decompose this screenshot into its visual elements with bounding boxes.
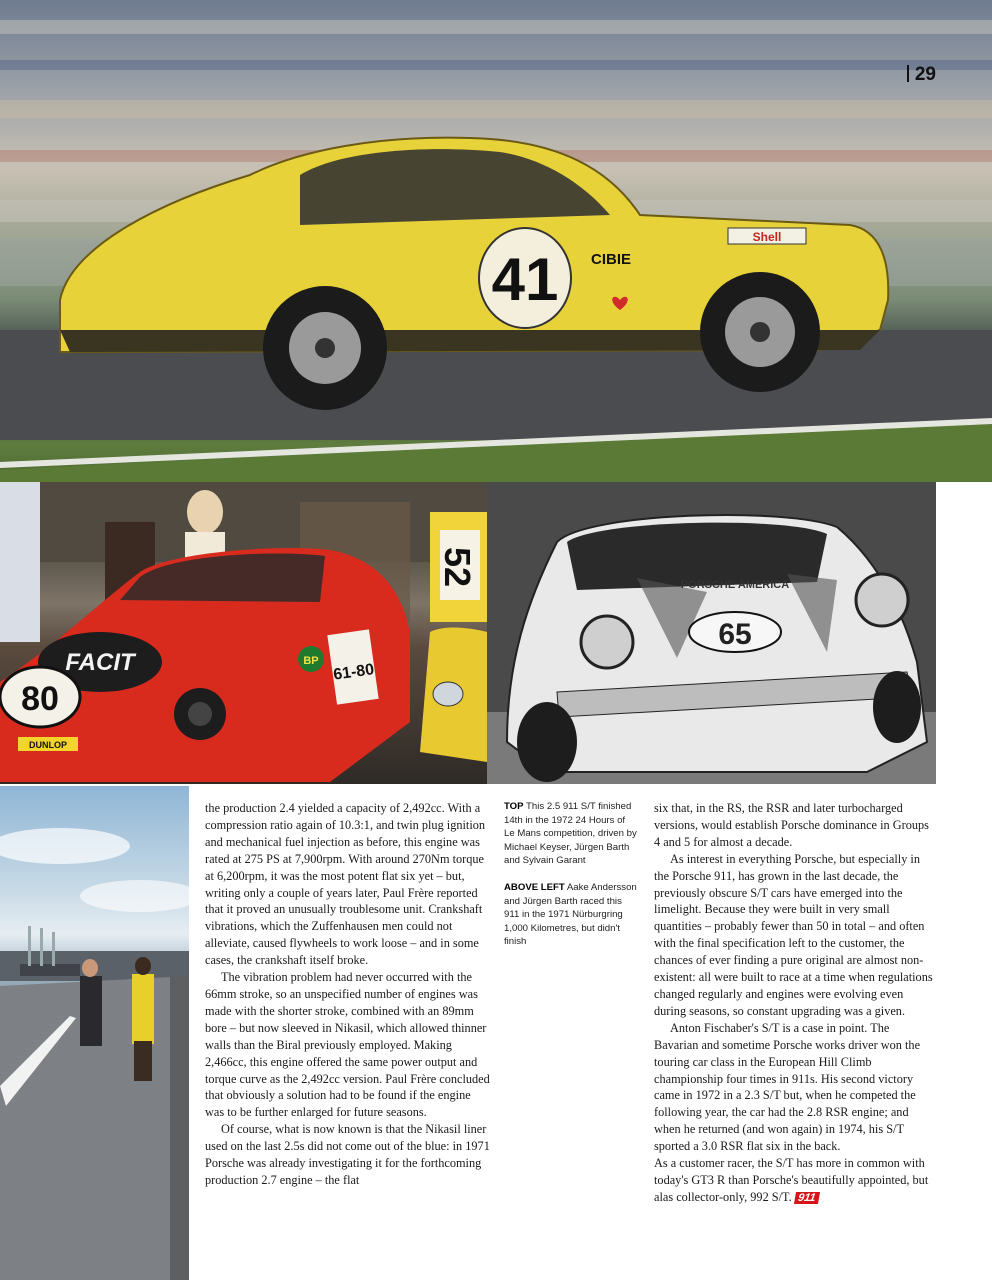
caption-top bbox=[504, 800, 638, 868]
caption-label: ABOVE LEFT bbox=[504, 881, 565, 893]
paragraph-final bbox=[654, 1155, 934, 1206]
caption-label: TOP bbox=[504, 801, 524, 812]
end-mark-911-logo: 911 bbox=[794, 1192, 820, 1204]
paragraph: six that, in the RS, the RSR and later turbocharged versions, would establish Porsche dominance in Groups 4 and 5 for almost a decade. bbox=[654, 801, 929, 849]
caption-text: This 2.5 911 S/T finished 14th in the 1972 24 Hours of Le Mans competition, driven by Michael Keyser, Jürgen Barth and Sylvain Garant bbox=[504, 801, 637, 867]
white-car-number: 65 bbox=[718, 618, 752, 651]
photo-top-yellow-911 bbox=[0, 0, 992, 482]
above-left-photo-illustration bbox=[0, 482, 487, 784]
paragraph: Of course, what is now known is that the Nikasil liner used on the last 2.5s did not come out of the blue: in 1971 Porsche was already investigating it for the forthcoming production 2.7 engine – the flat bbox=[205, 1122, 490, 1187]
above-right-photo-illustration bbox=[487, 482, 936, 784]
article-column-3 bbox=[654, 800, 934, 1206]
side-number: 61-80 bbox=[332, 661, 376, 684]
paragraph: Anton Fischaber's S/T is a case in point. The Bavarian and sometime Porsche works driver won the touring car class in the European Hill Climb championship four times in 911s. His second victory came in 1972 in a 2.3 S/T but, when he competed the following year, the car had the 2.8 RSR engine; and when he returned (and won again) in 1974, his S/T sported a 3.0 RSR flat six in the back. bbox=[654, 1020, 921, 1154]
photo-captions bbox=[504, 800, 638, 962]
hood-text: PORSCHE AMERICA bbox=[680, 579, 790, 591]
caption-text: Aake Andersson and Jürgen Barth raced this 911 in the 1971 Nürburgring 1,000 Kilometres, but didn't finish bbox=[504, 881, 637, 948]
paragraph: the production 2.4 yielded a capacity of 2,492cc. With a compression ratio again of 10.3:1, and twin plug ignition and mechanical fuel injection as before, this engine was rated at 275 PS at 7,900rpm. With around 270Nm torque at 6,200rpm, it was the most potent flat six yet – but, writing only a couple of years later, Paul Frère reported that it proved an unusually troublesome unit. Crankshaft vibrations, which the Zuffenhausen men could not alleviate, caused flywheels to work loose – and in some cases, the crankshaft itself broke. bbox=[205, 801, 486, 968]
top-car-sponsor: CIBIE bbox=[590, 251, 632, 268]
page-number-value: 29 bbox=[914, 64, 936, 85]
final-paragraph-text: As a customer racer, the S/T has more in common with today's GT3 R than Porsche's beautifully appointed, but alas collector-only, 992 S/T. bbox=[654, 1156, 929, 1204]
page-number bbox=[907, 64, 936, 86]
photo-above-left-red-911 bbox=[0, 482, 487, 784]
top-photo-illustration bbox=[0, 0, 992, 482]
pit-lane-photo-illustration bbox=[0, 786, 189, 1280]
photo-pit-lane bbox=[0, 786, 189, 1280]
dunlop-decal: DUNLOP bbox=[29, 740, 67, 750]
pit-number: 52 bbox=[437, 546, 478, 588]
photo-above-right-white-911 bbox=[487, 482, 936, 784]
top-car-number: 41 bbox=[491, 246, 559, 313]
top-car-fuel: Shell bbox=[752, 230, 782, 244]
article-column-1 bbox=[205, 800, 490, 1189]
caption-above-left bbox=[504, 881, 638, 949]
paragraph: The vibration problem had never occurred with the 66mm stroke, so an unspecified number of engines was made with the shorter stroke, combined with an 89mm bore – but now sleeved in Nikasil, which allowed thinner walls than the Biral previously employed. Making 2,466cc, this engine offered the same power output and torque curve as the 2,492cc version. Paul Frère concluded that obviously a solution had to be found if the engine was to be further enlarged for future seasons. bbox=[205, 970, 490, 1120]
bp-logo: BP bbox=[303, 655, 319, 667]
paragraph: As interest in everything Porsche, but especially in the Porsche 911, has grown in the last decade, the previously obscure S/T cars have emerged into the limelight. Because they were built in very small quantities – probably fewer than 50 in total – and often with the final specification left to the customer, the chances of ever finding a pure original are almost non-existent: all were built to race at a time when regulations changed regularly and engines were evolving even during seasons, so constant upgrading was a given. bbox=[654, 851, 933, 1018]
red-car-number: 80 bbox=[21, 680, 59, 718]
facit-sponsor: FACIT bbox=[65, 649, 135, 676]
